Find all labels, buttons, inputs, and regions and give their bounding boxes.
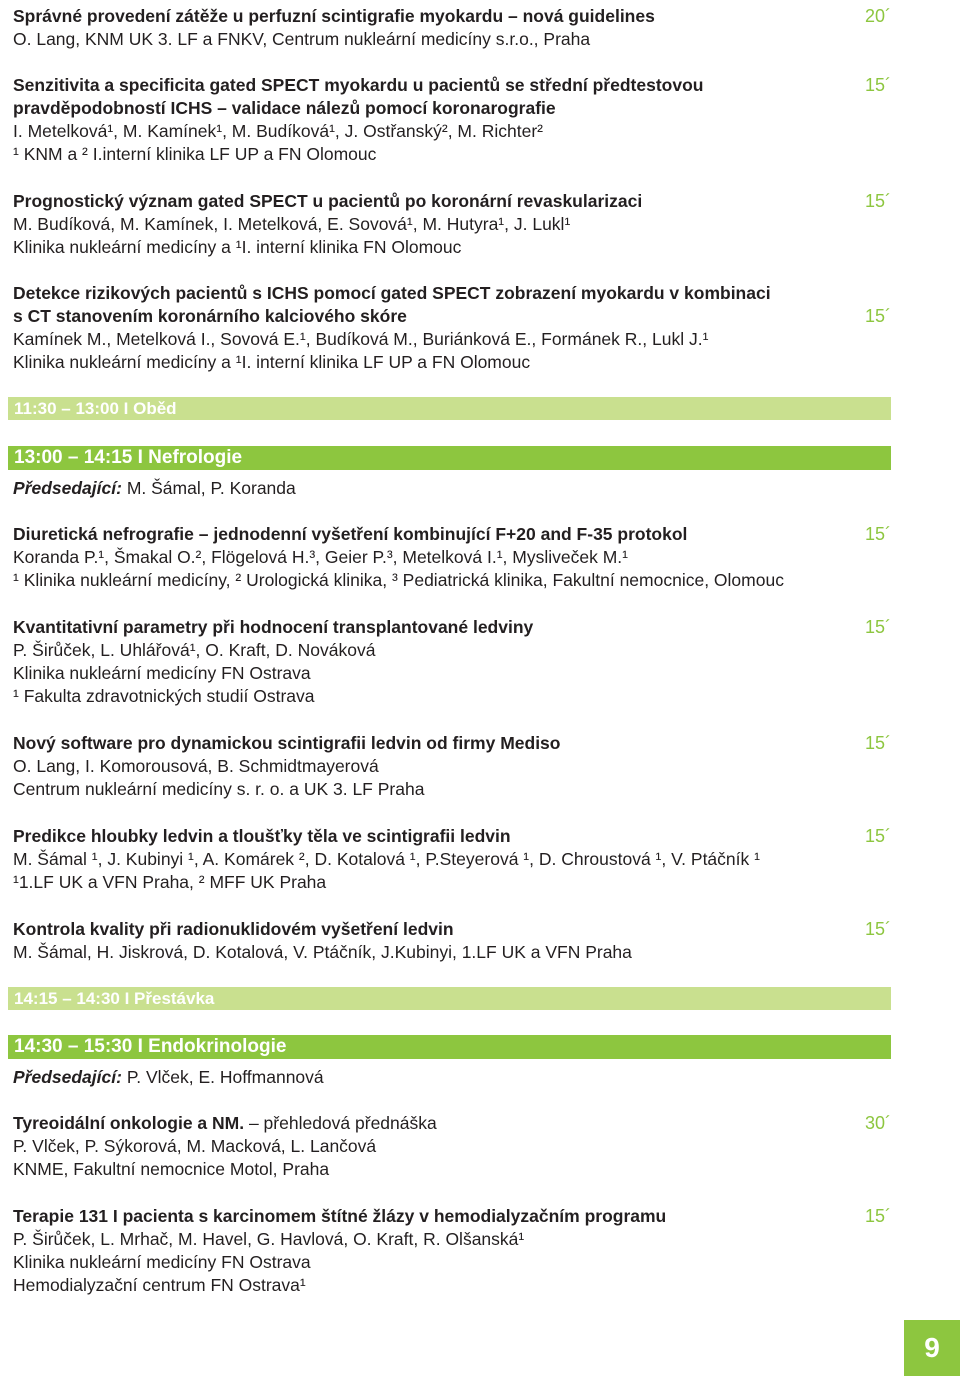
talk-authors: O. Lang, KNM UK 3. LF a FNKV, Centrum nukleární medicíny s.r.o., Praha [13,29,591,49]
talk-affiliation: Centrum nukleární medicíny s. r. o. a UK 3. LF Praha [13,779,425,799]
talk-authors: M. Budíková, M. Kamínek, I. Metelková, E. Sovová¹, M. Hutyra¹, J. Lukl¹ [13,214,571,234]
talk-duration: 30´ [865,1113,892,1133]
talk-title: Senzitivita a specificita gated SPECT myokardu u pacientů se střední předtestovou [13,75,704,95]
chair-label: Předsedající: [13,478,122,498]
chair-names: M. Šámal, P. Koranda [121,478,296,498]
talk-authors: I. Metelková¹, M. Kamínek¹, M. Budíková¹, J. Ostřanský², M. Richter² [13,121,543,141]
lunch-break-band: 11:30 – 13:00 I Oběd [8,397,891,420]
talk-title: Predikce hloubky ledvin a tloušťky těla ve scintigrafii ledvin [13,826,511,846]
talk-duration: 15´ [865,191,892,211]
talk-duration: 15´ [865,524,892,544]
pause-break-band: 14:15 – 14:30 I Přestávka [8,987,891,1010]
talk-title-continued: s CT stanovením koronárního kalciového skóre [13,306,407,326]
talk-title: Detekce rizikových pacientů s ICHS pomocí gated SPECT zobrazení myokardu v kombinaci [13,283,771,303]
talk-authors: M. Šámal ¹, J. Kubinyi ¹, A. Komárek ², D. Kotalová ¹, P.Steyerová ¹, D. Chroustová ¹, V. Ptáčník ¹ [13,849,760,869]
talk-title: Diuretická nefrografie – jednodenní vyšetření kombinující F+20 and F-35 protokol [13,524,688,544]
talk-affiliation: ¹ Fakulta zdravotnických studií Ostrava [13,686,315,706]
talk-duration: 15´ [865,733,892,753]
talk-duration: 15´ [865,617,892,637]
chair-label: Předsedající: [13,1067,122,1087]
talk-title: Prognostický význam gated SPECT u pacientů po koronární revaskularizaci [13,191,643,211]
session-chairs [13,476,833,500]
talk-duration: 15´ [865,75,892,95]
talk-authors: P. Širůček, L. Mrhač, M. Havel, G. Havlová, O. Kraft, R. Olšanská¹ [13,1229,525,1249]
page-number: 9 [904,1320,960,1376]
session-chairs [13,1065,833,1089]
talk-authors: Kamínek M., Metelková I., Sovová E.¹, Budíková M., Buriánková E., Formánek R., Lukl J.¹ [13,329,709,349]
talk-authors: P. Vlček, P. Sýkorová, M. Macková, L. Lančová [13,1136,377,1156]
talk-authors: P. Širůček, L. Uhlářová¹, O. Kraft, D. Nováková [13,640,376,660]
talk-affiliation: Klinika nukleární medicíny a ¹I. interní klinika FN Olomouc [13,237,462,257]
talk-affiliation: ¹ KNM a ² I.interní klinika LF UP a FN Olomouc [13,144,377,164]
talk-duration: 15´ [865,919,892,939]
talk-authors: O. Lang, I. Komorousová, B. Schmidtmayerová [13,756,379,776]
talk-affiliation: ¹1.LF UK a VFN Praha, ² MFF UK Praha [13,872,327,892]
talk-affiliation: Klinika nukleární medicíny FN Ostrava [13,663,311,683]
talk-duration: 15´ [865,306,892,326]
talk-affiliation: ¹ Klinika nukleární medicíny, ² Urologická klinika, ³ Pediatrická klinika, Fakultní nemocnice, Olomouc [13,570,784,590]
talk-authors: Koranda P.¹, Šmakal O.², Flögelová H.³, Geier P.³, Metelková I.¹, Mysliveček M.¹ [13,547,628,567]
talk-title: Terapie 131 I pacienta s karcinomem štítné žlázy v hemodialyzačním programu [13,1206,667,1226]
talk-title: Nový software pro dynamickou scintigrafii ledvin od firmy Mediso [13,733,561,753]
talk-affiliation: Klinika nukleární medicíny FN Ostrava [13,1252,311,1272]
talk-affiliation: Hemodialyzační centrum FN Ostrava¹ [13,1275,306,1295]
session-header-nephrology: 13:00 – 14:15 I Nefrologie [8,446,891,470]
talk-duration: 15´ [865,1206,892,1226]
talk-title: Tyreoidální onkologie a NM. [13,1113,245,1133]
talk-title-line [13,1111,833,1135]
talk-title-continued: pravděpodobností ICHS – validace nálezů pomocí koronarografie [13,98,556,118]
talk-affiliation: KNME, Fakultní nemocnice Motol, Praha [13,1159,330,1179]
talk-title-suffix: – přehledová přednáška [244,1113,437,1133]
talk-duration: 20´ [865,6,892,26]
session-header-endocrinology: 14:30 – 15:30 I Endokrinologie [8,1035,891,1059]
talk-title: Kvantitativní parametry při hodnocení transplantované ledviny [13,617,534,637]
talk-authors: M. Šámal, H. Jiskrová, D. Kotalová, V. Ptáčník, J.Kubinyi, 1.LF UK a VFN Praha [13,942,632,962]
talk-title: Správné provedení zátěže u perfuzní scintigrafie myokardu – nová guidelines [13,6,655,26]
talk-title: Kontrola kvality při radionuklidovém vyšetření ledvin [13,919,454,939]
talk-duration: 15´ [865,826,892,846]
talk-affiliation: Klinika nukleární medicíny a ¹I. interní klinika LF UP a FN Olomouc [13,352,531,372]
chair-names: P. Vlček, E. Hoffmannová [121,1067,324,1087]
